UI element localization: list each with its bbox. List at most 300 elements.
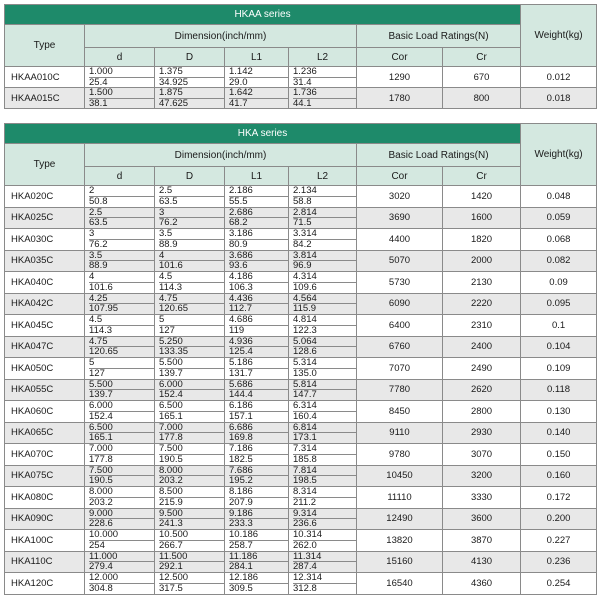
table-row [5,573,597,595]
dimension-cell-l1 [225,444,289,466]
cr-cell: 670 [443,67,521,88]
dimension-cell-l2 [289,530,357,552]
dimension-cell-l1 [225,465,289,487]
mm-value: 165.1 [89,432,154,443]
dimension-cell-d [155,508,225,530]
inch-value: 7.500 [159,443,183,454]
cor-cell: 8450 [357,401,443,423]
type-cell: HKA065C [5,422,85,444]
dimension-cell-l2 [289,336,357,358]
dimension-cell-l2 [289,88,357,109]
weight-cell: 0.059 [521,207,597,229]
mm-value: 203.2 [89,497,154,508]
dimension-cell-l1 [225,207,289,229]
mm-value: 58.8 [293,196,356,207]
weight-header: Weight(kg) [521,5,597,67]
inch-value: 10.000 [89,529,119,540]
type-header: Type [5,25,85,67]
inch-value: 4 [159,250,165,261]
cor-cell: 5070 [357,250,443,272]
dimension-cell-d [85,530,155,552]
inch-value: 9.314 [293,508,317,519]
mm-value: 215.9 [159,497,224,508]
cr-cell: 2620 [443,379,521,401]
cr-cell: 2310 [443,315,521,337]
dimension-cell-l1 [225,250,289,272]
dimension-cell-d [85,272,155,294]
dimension-cell-l1 [225,508,289,530]
cr-cell: 1420 [443,186,521,208]
mm-value: 128.6 [293,346,356,357]
type-cell: HKAA010C [5,67,85,88]
mm-value: 152.4 [159,389,224,400]
cr-cell: 1600 [443,207,521,229]
cor-cell: 1780 [357,88,443,109]
column-header-d: D [155,48,225,67]
table-row [5,272,597,294]
mm-value: 76.2 [159,217,224,228]
inch-value: 4 [89,271,95,282]
inch-value: 3 [159,207,165,218]
mm-value: 63.5 [159,196,224,207]
mm-value: 304.8 [89,583,154,594]
mm-value: 182.5 [229,454,288,465]
inch-value: 3.5 [89,250,103,261]
mm-value: 152.4 [89,411,154,422]
dimension-cell-d [85,293,155,315]
type-cell: HKA042C [5,293,85,315]
mm-value: 109.6 [293,282,356,293]
type-cell: HKA055C [5,379,85,401]
inch-value: 1.375 [159,66,183,77]
mm-value: 114.3 [159,282,224,293]
dimension-cell-l2 [289,444,357,466]
mm-value: 190.5 [159,454,224,465]
weight-cell: 0.172 [521,487,597,509]
dimension-cell-d [155,315,225,337]
load-ratings-header: Basic Load Ratings(N) [357,25,521,48]
inch-value: 8.000 [159,465,183,476]
dimension-cell-l1 [225,422,289,444]
column-header-d: d [85,48,155,67]
mm-value: 106.3 [229,282,288,293]
mm-value: 279.4 [89,561,154,572]
mm-value: 241.3 [159,518,224,529]
mm-value: 119 [229,325,288,336]
dimension-cell-d [155,229,225,251]
cor-cell: 5730 [357,272,443,294]
inch-value: 3 [89,228,95,239]
mm-value: 292.1 [159,561,224,572]
inch-value: 1.142 [229,66,253,77]
cr-cell: 1820 [443,229,521,251]
cor-cell: 1290 [357,67,443,88]
dimension-cell-l1 [225,530,289,552]
mm-value: 44.1 [293,98,356,109]
weight-cell: 0.048 [521,186,597,208]
dimension-cell-d [85,250,155,272]
type-cell: HKA090C [5,508,85,530]
mm-value: 34.925 [159,77,224,88]
type-cell: HKA070C [5,444,85,466]
table-row [5,508,597,530]
mm-value: 177.8 [159,432,224,443]
inch-value: 2 [89,185,95,196]
cor-cell: 3020 [357,186,443,208]
inch-value: 5.500 [89,379,113,390]
cr-cell: 4130 [443,551,521,573]
dimension-cell-d [85,67,155,88]
dimension-cell-d [85,88,155,109]
mm-value: 254 [89,540,154,551]
weight-cell: 0.109 [521,358,597,380]
weight-header: Weight(kg) [521,124,597,186]
cor-cell: 6760 [357,336,443,358]
inch-value: 2.134 [293,185,317,196]
dimension-cell-d [85,401,155,423]
dimension-cell-l2 [289,379,357,401]
mm-value: 312.8 [293,583,356,594]
inch-value: 1.642 [229,87,253,98]
mm-value: 157.1 [229,411,288,422]
inch-value: 8.000 [89,486,113,497]
cr-cell: 4360 [443,573,521,595]
type-cell: HKA120C [5,573,85,595]
dimension-cell-l1 [225,379,289,401]
inch-value: 12.500 [159,572,189,583]
inch-value: 4.814 [293,314,317,325]
inch-value: 7.314 [293,443,317,454]
dimension-cell-l1 [225,401,289,423]
inch-value: 5.314 [293,357,317,368]
type-cell: HKA030C [5,229,85,251]
mm-value: 38.1 [89,98,154,109]
column-header-cr: Cr [443,48,521,67]
table-row [5,530,597,552]
dimension-cell-d [155,487,225,509]
cor-cell: 9780 [357,444,443,466]
cor-cell: 12490 [357,508,443,530]
cr-cell: 2400 [443,336,521,358]
load-ratings-header: Basic Load Ratings(N) [357,144,521,167]
mm-value: 236.6 [293,518,356,529]
type-header: Type [5,144,85,186]
hkaa-series-table [4,4,597,109]
mm-value: 195.2 [229,475,288,486]
table-row [5,250,597,272]
mm-value: 139.7 [89,389,154,400]
inch-value: 5 [159,314,165,325]
column-header-cor: Cor [357,48,443,67]
mm-value: 25.4 [89,77,154,88]
inch-value: 3.5 [159,228,173,239]
inch-value: 9.500 [159,508,183,519]
mm-value: 135.0 [293,368,356,379]
mm-value: 88.9 [89,260,154,271]
dimension-cell-l1 [225,229,289,251]
table-row [5,336,597,358]
table-row [5,422,597,444]
cor-cell: 9110 [357,422,443,444]
cor-cell: 16540 [357,573,443,595]
weight-cell: 0.104 [521,336,597,358]
series-title: HKAA series [5,5,521,25]
type-cell: HKA035C [5,250,85,272]
type-cell: HKA100C [5,530,85,552]
dimension-cell-l1 [225,315,289,337]
inch-value: 5.686 [229,379,253,390]
cr-cell: 2220 [443,293,521,315]
inch-value: 5.814 [293,379,317,390]
type-cell: HKA025C [5,207,85,229]
cr-cell: 2800 [443,401,521,423]
inch-value: 2.5 [159,185,173,196]
mm-value: 127 [89,368,154,379]
type-cell: HKA060C [5,401,85,423]
mm-value: 122.3 [293,325,356,336]
mm-value: 203.2 [159,475,224,486]
dimension-cell-d [155,422,225,444]
cor-cell: 15160 [357,551,443,573]
inch-value: 2.186 [229,185,253,196]
table-row [5,487,597,509]
table-row [5,88,597,109]
dimension-cell-d [85,186,155,208]
mm-value: 165.1 [159,411,224,422]
dimension-cell-d [155,551,225,573]
mm-value: 55.5 [229,196,288,207]
dimension-cell-l1 [225,573,289,595]
dimension-cell-l2 [289,422,357,444]
dimension-cell-l1 [225,336,289,358]
mm-value: 125.4 [229,346,288,357]
weight-cell: 0.254 [521,573,597,595]
mm-value: 63.5 [89,217,154,228]
dimension-cell-l1 [225,88,289,109]
inch-value: 11.186 [229,551,258,562]
mm-value: 190.5 [89,475,154,486]
dimension-cell-d [155,401,225,423]
weight-cell: 0.082 [521,250,597,272]
inch-value: 4.75 [159,293,178,304]
inch-value: 7.500 [89,465,113,476]
inch-value: 1.736 [293,87,317,98]
mm-value: 266.7 [159,540,224,551]
dimension-cell-d [85,358,155,380]
inch-value: 12.000 [89,572,119,583]
mm-value: 88.9 [159,239,224,250]
mm-value: 127 [159,325,224,336]
dimension-cell-d [155,88,225,109]
mm-value: 101.6 [159,260,224,271]
dimension-cell-l1 [225,186,289,208]
dimension-cell-d [85,487,155,509]
weight-cell: 0.130 [521,401,597,423]
mm-value: 211.2 [293,497,356,508]
inch-value: 4.936 [229,336,253,347]
dimension-cell-d [85,422,155,444]
dimension-cell-d [155,336,225,358]
inch-value: 7.000 [89,443,113,454]
cr-cell: 3200 [443,465,521,487]
dimension-cell-d [85,551,155,573]
inch-value: 9.000 [89,508,113,519]
mm-value: 233.3 [229,518,288,529]
cr-cell: 2490 [443,358,521,380]
weight-cell: 0.160 [521,465,597,487]
inch-value: 8.500 [159,486,183,497]
mm-value: 41.7 [229,98,288,109]
inch-value: 6.500 [159,400,183,411]
inch-value: 1.875 [159,87,183,98]
inch-value: 4.186 [229,271,253,282]
dimension-cell-d [85,315,155,337]
inch-value: 1.236 [293,66,317,77]
table-row [5,229,597,251]
dimension-header: Dimension(inch/mm) [85,144,357,167]
inch-value: 6.000 [89,400,113,411]
column-header-l2: L2 [289,48,357,67]
cr-cell: 2000 [443,250,521,272]
mm-value: 207.9 [229,497,288,508]
mm-value: 173.1 [293,432,356,443]
inch-value: 4.564 [293,293,317,304]
dimension-cell-l2 [289,207,357,229]
inch-value: 6.814 [293,422,317,433]
dimension-cell-l2 [289,401,357,423]
dimension-cell-d [85,336,155,358]
inch-value: 4.5 [159,271,173,282]
cor-cell: 3690 [357,207,443,229]
mm-value: 29.0 [229,77,288,88]
mm-value: 228.6 [89,518,154,529]
weight-cell: 0.068 [521,229,597,251]
mm-value: 131.7 [229,368,288,379]
inch-value: 3.814 [293,250,317,261]
mm-value: 160.4 [293,411,356,422]
table-row [5,401,597,423]
dimension-cell-d [155,272,225,294]
table-row [5,379,597,401]
inch-value: 2.814 [293,207,317,218]
inch-value: 1.500 [89,87,113,98]
type-cell: HKA047C [5,336,85,358]
mm-value: 139.7 [159,368,224,379]
mm-value: 107.95 [89,303,154,314]
inch-value: 7.686 [229,465,253,476]
dimension-cell-d [155,379,225,401]
mm-value: 114.3 [89,325,154,336]
inch-value: 6.686 [229,422,253,433]
column-header-d: d [85,167,155,186]
inch-value: 4.5 [89,314,103,325]
type-cell: HKA080C [5,487,85,509]
inch-value: 2.686 [229,207,253,218]
type-cell: HKAA015C [5,88,85,109]
dimension-cell-d [155,67,225,88]
dimension-cell-l2 [289,250,357,272]
cor-cell: 11110 [357,487,443,509]
inch-value: 5.186 [229,357,253,368]
inch-value: 7.000 [159,422,183,433]
hka-series-table [4,123,597,595]
mm-value: 198.5 [293,475,356,486]
dimension-cell-d [85,229,155,251]
mm-value: 120.65 [159,303,224,314]
inch-value: 10.186 [229,529,259,540]
type-cell: HKA075C [5,465,85,487]
mm-value: 115.9 [293,303,356,314]
table-row [5,358,597,380]
dimension-cell-d [155,573,225,595]
cr-cell: 3070 [443,444,521,466]
inch-value: 5 [89,357,95,368]
inch-value: 6.314 [293,400,317,411]
inch-value: 2.5 [89,207,103,218]
inch-value: 9.186 [229,508,253,519]
inch-value: 6.500 [89,422,113,433]
dimension-cell-d [155,207,225,229]
table-row [5,465,597,487]
inch-value: 3.186 [229,228,253,239]
dimension-cell-l2 [289,229,357,251]
inch-value: 5.064 [293,336,317,347]
inch-value: 12.186 [229,572,259,583]
mm-value: 185.8 [293,454,356,465]
cor-cell: 7780 [357,379,443,401]
dimension-cell-l1 [225,272,289,294]
dimension-cell-d [155,358,225,380]
column-header-d: D [155,167,225,186]
mm-value: 147.7 [293,389,356,400]
dimension-cell-d [155,530,225,552]
mm-value: 84.2 [293,239,356,250]
dimension-cell-l2 [289,508,357,530]
weight-cell: 0.227 [521,530,597,552]
dimension-cell-l1 [225,551,289,573]
table-row [5,551,597,573]
column-header-l1: L1 [225,167,289,186]
weight-cell: 0.236 [521,551,597,573]
cor-cell: 10450 [357,465,443,487]
column-header-l2: L2 [289,167,357,186]
cr-cell: 3600 [443,508,521,530]
weight-cell: 0.012 [521,67,597,88]
type-cell: HKA020C [5,186,85,208]
series-title: HKA series [5,124,521,144]
table-row [5,186,597,208]
mm-value: 112.7 [229,303,288,314]
dimension-header: Dimension(inch/mm) [85,25,357,48]
inch-value: 1.000 [89,66,113,77]
dimension-cell-l2 [289,293,357,315]
mm-value: 47.625 [159,98,224,109]
mm-value: 76.2 [89,239,154,250]
mm-value: 287.4 [293,561,356,572]
inch-value: 4.314 [293,271,317,282]
column-header-cr: Cr [443,167,521,186]
dimension-cell-l1 [225,67,289,88]
inch-value: 11.314 [293,551,322,562]
weight-cell: 0.150 [521,444,597,466]
type-cell: HKA045C [5,315,85,337]
cor-cell: 6400 [357,315,443,337]
weight-cell: 0.140 [521,422,597,444]
dimension-cell-d [155,250,225,272]
dimension-cell-d [85,207,155,229]
table-row [5,444,597,466]
inch-value: 7.186 [229,443,253,454]
